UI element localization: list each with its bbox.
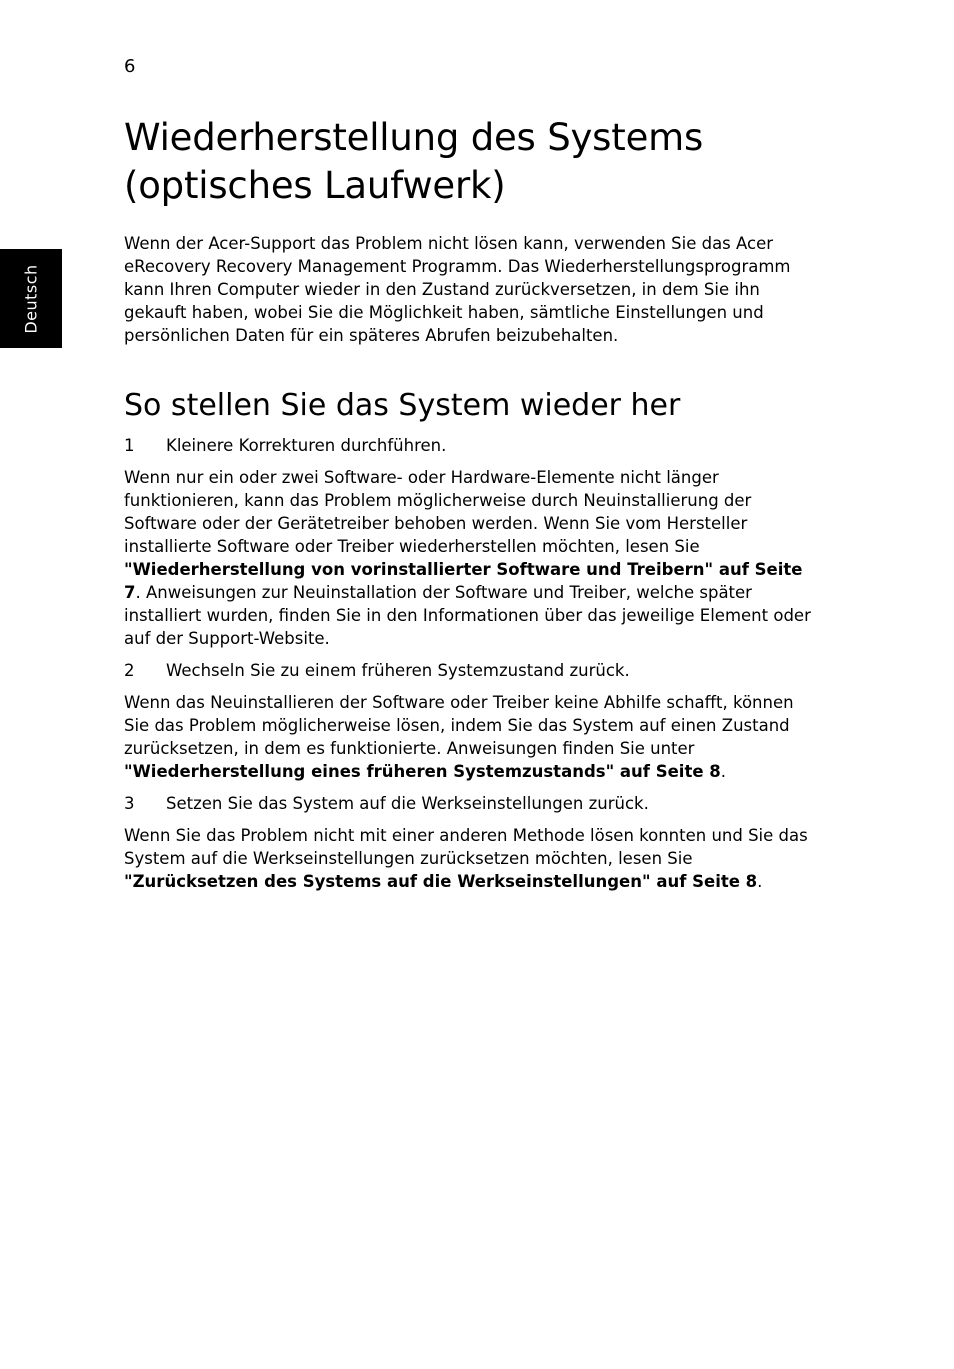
step-text: . (757, 872, 763, 891)
language-tab-label: Deutsch (21, 264, 41, 334)
step-number: 1 (124, 436, 135, 455)
step-text: Wenn das Neuinstallieren der Software oder Treiber keine Abhilfe schafft, können Sie das Problem möglicherweise lösen, indem Sie das System auf einen Zustand zurücksetzen, in dem es funktionierte. Anweisungen finden Sie unter (124, 693, 794, 758)
step-number: 2 (124, 661, 135, 680)
step-number: 3 (124, 794, 135, 813)
section-heading: So stellen Sie das System wieder her (124, 388, 681, 423)
step-2 (124, 659, 814, 682)
page-content (124, 114, 814, 893)
page-number: 6 (124, 56, 136, 77)
step-label: Kleinere Korrekturen durchführen. (166, 436, 447, 455)
step-1 (124, 434, 814, 457)
step-2-description (124, 691, 814, 783)
step-text: Wenn Sie das Problem nicht mit einer anderen Methode lösen konnten und Sie das System auf die Werkseinstellungen zurücksetzen möchten, lesen Sie (124, 826, 808, 868)
cross-reference-link[interactable]: "Zurücksetzen des Systems auf die Werkseinstellungen" auf Seite 8 (124, 872, 758, 891)
step-3 (124, 792, 814, 815)
step-text: . Anweisungen zur Neuinstallation der Software und Treiber, welche später installiert wurden, finden Sie in den Informationen über das jeweilige Element oder auf der Support-Website. (124, 583, 811, 648)
step-label: Setzen Sie das System auf die Werkseinstellungen zurück. (166, 794, 649, 813)
step-text: . (720, 762, 727, 781)
step-1-description (124, 466, 814, 650)
cross-reference-link[interactable]: "Wiederherstellung von vorinstallierter Software und Treibern" auf Seite 7 (124, 560, 803, 602)
page-title-line-1: Wiederherstellung des Systems (124, 116, 704, 159)
step-text: Wenn nur ein oder zwei Software- oder Hardware-Elemente nicht länger funktionieren, kann das Problem möglicherweise durch Neuinstallierung der Software oder der Gerätetreiber behoben werden. Wenn Sie vom Hersteller installierte Software oder Treiber wiederherstellen möchten, lesen Sie (124, 468, 752, 556)
cross-reference-link[interactable]: "Wiederherstellung eines früheren Systemzustands" auf Seite 8 (124, 762, 721, 781)
step-3-description (124, 824, 814, 893)
page-title-line-2: (optisches Laufwerk) (124, 164, 506, 207)
intro-paragraph: Wenn der Acer-Support das Problem nicht lösen kann, verwenden Sie das Acer eRecovery Recovery Management Programm. Das Wiederherstellungsprogramm kann Ihren Computer wieder in den Zustand zurückversetzen, in dem Sie ihn gekauft haben, wobei Sie die Möglichkeit haben, sämtliche Einstellungen und persönlichen Daten für ein späteres Abrufen beizubehalten. (124, 234, 791, 345)
step-label: Wechseln Sie zu einem früheren Systemzustand zurück. (166, 661, 630, 680)
page-title (124, 114, 814, 210)
language-tab (0, 249, 62, 348)
